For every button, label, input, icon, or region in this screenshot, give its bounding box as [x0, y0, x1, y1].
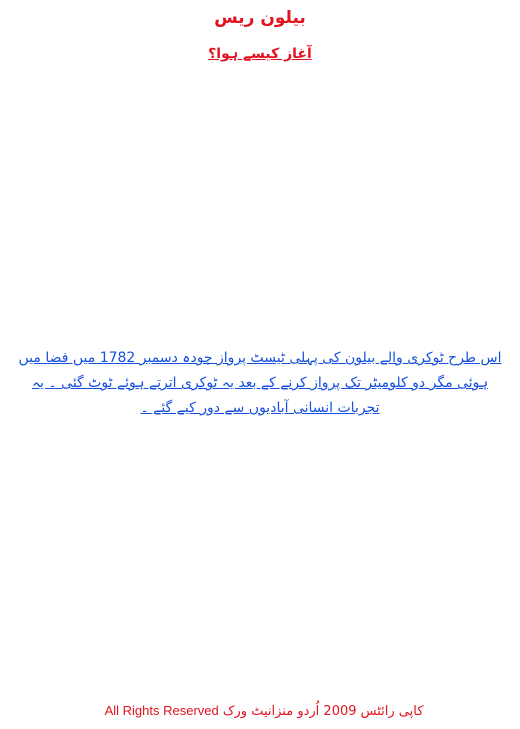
- copyright-latin: All Rights Reserved: [104, 703, 219, 718]
- section-heading: آغاز کیسے ہوا؟: [208, 46, 312, 62]
- paragraph-4: [14, 479, 506, 589]
- copyright-urdu: کاپی رائٹس 2009 اُردو منزانیٹ ورک: [222, 704, 424, 719]
- paragraph-1: [14, 70, 506, 160]
- copyright-footer: [0, 702, 520, 721]
- page-title: بیلون ریس: [214, 8, 306, 28]
- paragraph-5: [14, 591, 506, 701]
- paragraph-2: [14, 160, 506, 336]
- paragraph-3: [14, 433, 506, 477]
- highlighted-sentence: اس طرح ٹوکری والے بیلون کی پہلی ٹیسٹ پرواز چودہ دسمبر 1782 میں فضا میں ہوئی مگر دو کلومیٹر تک پرواز کرنے کے بعد یہ ٹوکری اترتے ہوئے ٹوٹ گئی ۔ یہ تجربات انسانی آبادیوں سے دور کیے گئے ۔: [18, 350, 502, 416]
